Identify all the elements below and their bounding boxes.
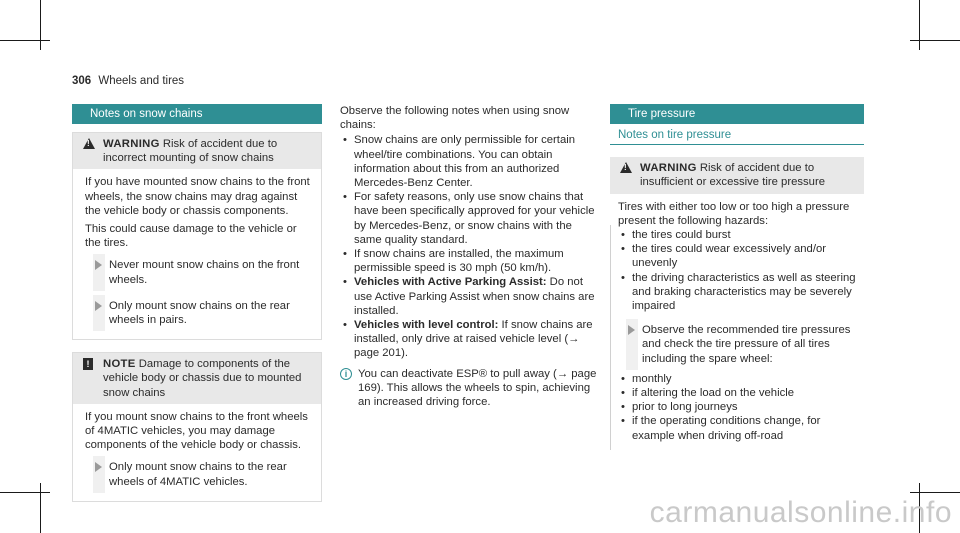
warning-keyword: WARNING: [103, 138, 160, 150]
arrow-right-icon: [95, 260, 102, 270]
note-icon: !: [83, 358, 93, 370]
crop-mark: [40, 483, 41, 533]
crop-mark: [0, 40, 50, 41]
warning-icon: [620, 162, 632, 173]
crop-mark: [0, 492, 50, 493]
warning-text: If you have mounted snow chains to the front wheels, the snow chains may drag against the vehicle body or chassis components.: [85, 176, 310, 217]
warning-headline: Risk of accident due to insufficient or excessive tire pressure: [640, 162, 826, 189]
instruction-step: [85, 295, 313, 331]
page-header: [72, 74, 184, 88]
section-title-snow-chains: Notes on snow chains: [72, 104, 322, 124]
crop-mark: [910, 40, 960, 41]
step-text: Only mount snow chains to the rear wheels of 4MATIC vehicles.: [109, 461, 287, 488]
header-title: Wheels and tires: [98, 75, 185, 87]
crop-mark: [919, 0, 920, 50]
list-item: • Vehicles with Active Parking Assist: Do not use Active Parking Assist when snow chains are installed.: [340, 275, 598, 318]
warning-body: [610, 194, 864, 451]
warning-body: [73, 169, 321, 339]
note-headline: Damage to components of the vehicle body or chassis due to mounted snow chains: [103, 358, 302, 399]
warning-header: [610, 157, 864, 193]
step-text: Only mount snow chains on the rear wheels in pairs.: [109, 299, 290, 327]
crop-mark: [910, 492, 960, 493]
warning-text: Tires with either too low or too high a pressure present the following hazards:: [618, 200, 850, 227]
list-item: • For safety reasons, only use snow chains that have been specifically approved for your vehicle by Mercedes-Benz, or snow chains with the same quality standard.: [340, 190, 598, 247]
list-item: • Snow chains are only permissible for certain wheel/tire combinations. You can obtain information about this from an authorized Mercedes-Benz Center.: [340, 133, 598, 190]
note-header: [73, 353, 321, 404]
section-title-tire-pressure: Tire pressure: [610, 104, 864, 124]
warning-keyword: WARNING: [640, 162, 697, 175]
list-item: • If snow chains are installed, the maximum permissible speed is 30 mph (50 km/h).: [340, 247, 598, 275]
info-icon: i: [340, 368, 352, 380]
info-text: You can deactivate ESP® to pull away (→ page 169). This allows the wheels to spin, achieving an increased driving force.: [358, 367, 597, 409]
list-item: • if the operating conditions change, for example when driving off-road: [618, 414, 856, 442]
list-item: • if altering the load on the vehicle: [618, 386, 856, 400]
instruction-step: [85, 456, 313, 492]
tire-warning-box: [610, 157, 864, 451]
info-note: [340, 367, 598, 410]
list-item: • Vehicles with level control: If snow chains are installed, only drive at raised vehicle level (→ page 201).: [340, 318, 598, 361]
list-item: • the tires could burst: [618, 228, 856, 242]
arrow-right-icon: [628, 325, 635, 335]
step-text: Observe the recommended tire pressures and check the tire pressure of all tires including the spare wheel:: [642, 324, 851, 365]
list-item: • the driving characteristics as well as steering and braking characteristics may be severely impaired: [618, 271, 856, 314]
note-keyword: NOTE: [103, 358, 136, 371]
warning-header: [73, 133, 321, 169]
arrow-right-icon: [95, 462, 102, 472]
note-body: [73, 404, 321, 501]
box-left-border: [610, 225, 611, 450]
column-left: [72, 104, 322, 502]
hazard-list: [618, 228, 856, 313]
warning-text-2: This could cause damage to the vehicle or the tires.: [85, 223, 297, 250]
crop-mark: [40, 0, 41, 50]
page-number: 306: [72, 75, 92, 87]
check-interval-list: [618, 372, 856, 443]
subheading-tire-pressure: Notes on tire pressure: [610, 128, 864, 145]
intro-text: Observe the following notes when using snow chains:: [340, 105, 570, 132]
warning-headline: Risk of accident due to incorrect mounting of snow chains: [103, 138, 278, 165]
warning-box: [72, 132, 322, 340]
list-item: • monthly: [618, 372, 856, 386]
list-item: • the tires could wear excessively and/or unevenly: [618, 242, 856, 270]
watermark: carmanualsonline.info: [649, 496, 952, 529]
step-text: Never mount snow chains on the front wheels.: [109, 259, 300, 286]
instruction-step: [618, 319, 856, 370]
column-right: [610, 104, 864, 451]
snow-chain-notes: [340, 133, 598, 360]
arrow-right-icon: [95, 301, 102, 311]
list-item: • prior to long journeys: [618, 400, 856, 414]
note-box: [72, 352, 322, 502]
warning-icon: [83, 138, 95, 149]
note-text: If you mount snow chains to the front wheels of 4MATIC vehicles, you may damage components of the vehicle body or chassis.: [85, 410, 308, 452]
column-middle: [340, 104, 598, 409]
instruction-step: [85, 254, 313, 290]
